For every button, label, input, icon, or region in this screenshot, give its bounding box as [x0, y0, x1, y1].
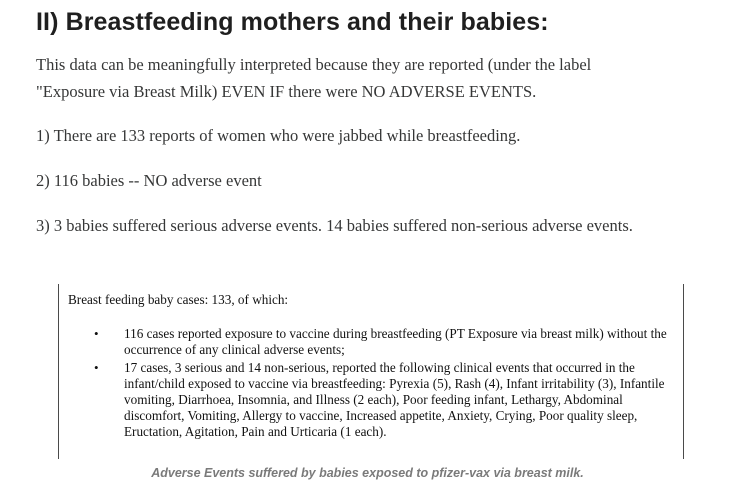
- list-item-text: 17 cases, 3 serious and 14 non-serious, reported the following clinical events that occurred in the infant/child exposed to vaccine via breastfeeding: Pyrexia (5), Rash (4), Infant irritability (3), Infantile vomiting, Diarrhoea, Insomnia, and Illness (2 each), Poor feeding infant, Lethargy, Abdominal discomfort, Vomiting, Allergy to vaccine, Increased appetite, Anxiety, Crying, Poor quality sleep, Eructation, Agitation, Pain and Urticaria (1 each).: [124, 360, 665, 439]
- intro-line-2: "Exposure via Breast Milk) EVEN IF there were NO ADVERSE EVENTS.: [36, 82, 537, 101]
- list-item: [94, 360, 669, 440]
- point-2-paragraph: 2) 116 babies -- NO adverse event: [36, 171, 262, 190]
- intro-line-1: This data can be meaningfully interpreted because they are reported (under the label: [36, 55, 592, 74]
- bullet-icon: •: [94, 326, 99, 341]
- list-item-text: 116 cases reported exposure to vaccine during breastfeeding (PT Exposure via breast milk) without the occurrence of any clinical adverse events;: [124, 326, 667, 357]
- bullet-icon: •: [94, 360, 99, 375]
- article: [36, 0, 696, 235]
- figure-caption: Adverse Events suffered by babies exposed to pfizer-vax via breast milk.: [151, 466, 584, 480]
- section-heading: II) Breastfeeding mothers and their babies:: [36, 8, 549, 36]
- point-3-paragraph: 3) 3 babies suffered serious adverse events. 14 babies suffered non-serious adverse events.: [36, 216, 633, 235]
- figure-bullet-list: [94, 326, 669, 440]
- intro-paragraph: [36, 51, 696, 105]
- list-item: [94, 326, 669, 358]
- quoted-document-figure: [58, 284, 684, 459]
- figure-lead-text: Breast feeding baby cases: 133, of which:: [68, 292, 289, 307]
- point-1-paragraph: 1) There are 133 reports of women who were jabbed while breastfeeding.: [36, 126, 521, 145]
